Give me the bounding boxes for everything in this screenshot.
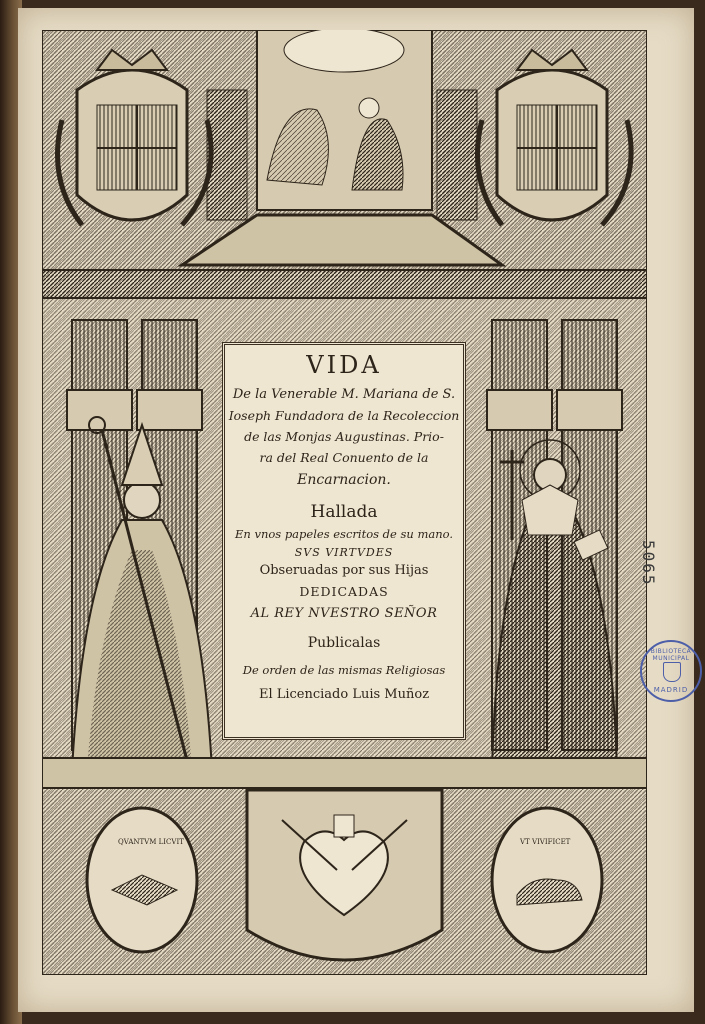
eagle-emblem-icon: [87, 808, 197, 952]
title-line: SVS VIRTVDES: [294, 546, 394, 559]
putto-left-icon: [207, 90, 247, 220]
shelfmark: 5065: [639, 540, 658, 587]
stamp-top-text: BIBLIOTECA MUNICIPAL: [650, 648, 692, 662]
lion-emblem-icon: [492, 808, 602, 952]
title-cartouche: [222, 342, 466, 740]
title-line: de las Monjas Augustinas. Prio-: [244, 429, 444, 444]
title-line: El Licenciado Luis Muñoz: [258, 687, 430, 702]
title-line: Publicalas: [307, 635, 381, 651]
title-line: Ioseph Fundadora de la Recoleccion: [228, 408, 460, 423]
title-line: ra del Real Conuento de la: [259, 450, 429, 465]
cornice: [42, 270, 647, 298]
title-line: De la Venerable M. Mariana de S.: [232, 387, 456, 402]
title-line: Encarnacion.: [297, 472, 391, 488]
annunciation-scene-icon: [257, 30, 432, 210]
left-emblem-motto: QVANTVM LICVIT: [118, 838, 184, 846]
title-line: En vnos papeles escritos de su mano.: [234, 527, 454, 541]
stamp-bottom-text: MADRID: [653, 686, 689, 694]
title-line: Obseruadas por sus Hijas: [259, 563, 429, 578]
title-hallada: Hallada: [310, 502, 378, 522]
heart-shield-icon: [247, 790, 442, 960]
base-shelf: [42, 758, 647, 788]
title-line: AL REY NVESTRO SEÑOR: [250, 606, 438, 621]
title-line: DEDICADAS: [299, 584, 389, 599]
stamp-shield-icon: [663, 662, 681, 682]
right-emblem-motto: VT VIVIFICET: [520, 838, 571, 846]
title-vida: VIDA: [306, 351, 382, 379]
putto-right-icon: [437, 90, 477, 220]
title-line: De orden de las mismas Religiosas: [242, 663, 446, 677]
library-stamp-icon: [640, 640, 702, 702]
